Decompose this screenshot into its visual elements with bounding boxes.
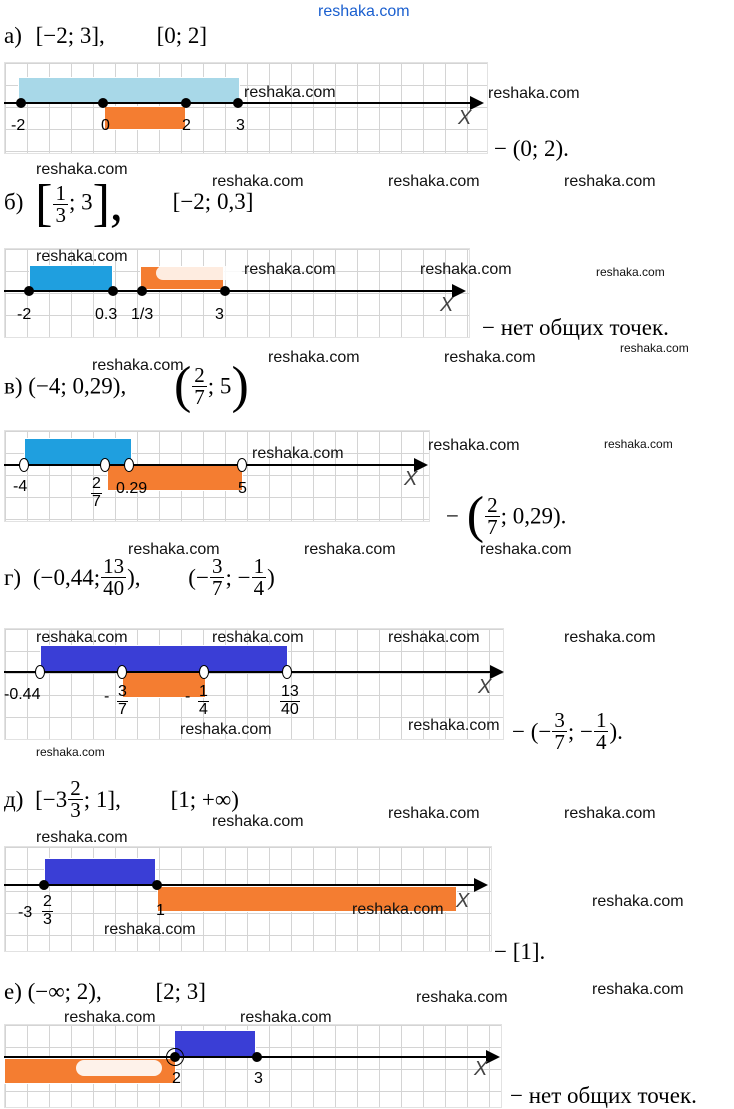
point-a-2 — [181, 98, 191, 108]
tick-a-3: 3 — [236, 117, 245, 134]
tick-d-minus3: -3 — [18, 904, 33, 921]
problem-b-bracket-close: ], — [92, 175, 123, 232]
tick-e-3: 3 — [254, 1070, 263, 1087]
tick-d-2-3: 2 3 — [43, 893, 52, 928]
problem-b-interval-2: [−2; 0,3] — [172, 189, 254, 215]
watermark: reshaka.com — [268, 349, 360, 366]
axis-d-arrow — [474, 878, 488, 892]
tick-a-minus2: -2 — [11, 117, 26, 134]
watermark: reshaka.com — [36, 161, 128, 178]
point-b-0.3 — [108, 286, 118, 296]
axis-e — [4, 1056, 488, 1058]
point-g-minus0.44 — [35, 665, 45, 679]
answer-v: − ( $\frac{2}{7}$ ; 0,29). — [446, 487, 567, 544]
watermark: reshaka.com — [564, 173, 656, 190]
tick-b-minus2: -2 — [17, 306, 32, 323]
watermark: reshaka.com — [180, 721, 272, 738]
problem-d: д) [−3 $\frac{2}{3}$ ; 1], [1; +∞) — [4, 776, 239, 822]
tick-g-3-7: 3 7 — [118, 683, 127, 718]
watermark: reshaka.com — [416, 989, 508, 1006]
problem-e-interval-2: [2; 3] — [155, 979, 206, 1004]
watermark: reshaka.com — [240, 1009, 332, 1026]
problem-v-label: в) — [4, 373, 23, 399]
problem-a-interval-1: [−2; 3], — [35, 23, 105, 48]
axis-d — [4, 884, 476, 886]
watermark: reshaka.com — [388, 173, 480, 190]
answer-e: − нет общих точек. — [510, 1083, 697, 1108]
problem-a-interval-2: [0; 2] — [156, 23, 208, 48]
problem-d-interval-2: [1; +∞) — [170, 787, 239, 812]
segment-g-purple — [40, 645, 288, 672]
smudge-e — [76, 1060, 162, 1076]
watermark: reshaka.com — [212, 629, 304, 646]
axis-d-letter: X — [456, 890, 470, 912]
point-g-minus3-7 — [117, 665, 127, 679]
problem-b-fraction: $\frac{1}{3}$ — [55, 180, 66, 227]
watermark: reshaka.com — [592, 981, 684, 998]
segment-a-orange — [104, 106, 186, 130]
problem-e-label: е) — [4, 979, 22, 1004]
watermark: reshaka.com — [252, 445, 344, 462]
axis-b-arrow — [452, 284, 466, 298]
problem-e-interval-1: (−∞; 2), — [27, 979, 102, 1004]
point-v-2-7 — [100, 458, 110, 472]
watermark: reshaka.com — [564, 805, 656, 822]
problem-v-fraction: $\frac{2}{7}$ — [194, 362, 205, 409]
axis-g-arrow — [490, 665, 504, 679]
watermark: reshaka.com — [564, 629, 656, 646]
watermark: reshaka.com — [592, 893, 684, 910]
problem-v-paren-close: ) — [231, 357, 249, 414]
point-a-0 — [98, 98, 108, 108]
point-d-minus3-2-3 — [39, 880, 49, 890]
segment-e-purple — [174, 1030, 256, 1058]
tick-g-1-4: 1 4 — [199, 683, 208, 718]
point-v-5 — [237, 458, 247, 472]
problem-b-label: б) — [4, 189, 24, 215]
tick-b-0.3: 0.3 — [95, 306, 118, 323]
tick-a-0: 0 — [101, 117, 110, 134]
problem-e — [4, 980, 206, 1003]
watermark: reshaka.com — [620, 341, 689, 355]
problem-v-interval-1: (−4; 0,29), — [28, 373, 127, 399]
problem-a — [4, 24, 207, 47]
smudge-b — [156, 266, 242, 280]
answer-g: − (− $\frac{3}{7}$ ; − $\frac{1}{4}$ ). — [512, 708, 623, 754]
segment-b-blue — [29, 265, 113, 291]
axis-g-letter: X — [478, 676, 492, 698]
tick-b-3: 3 — [215, 306, 224, 323]
problem-g-fraction-1: $\frac{13}{40}$ — [103, 554, 125, 600]
problem-d-fraction: $\frac{2}{3}$ — [70, 776, 81, 822]
watermark: reshaka.com — [92, 357, 184, 374]
watermark: reshaka.com — [420, 261, 512, 278]
point-v-minus4 — [19, 458, 29, 472]
watermark: reshaka.com — [408, 717, 500, 734]
watermark: reshaka.com — [64, 1009, 156, 1026]
watermark: reshaka.com — [36, 248, 128, 265]
watermark-top: reshaka.com — [318, 3, 410, 20]
answer-a: − (0; 2). — [494, 136, 569, 161]
axis-e-arrow — [486, 1050, 500, 1064]
watermark: reshaka.com — [304, 541, 396, 558]
tick-g-minus0.44: -0.44 — [4, 686, 41, 703]
watermark: reshaka.com — [244, 261, 336, 278]
number-line-a — [4, 62, 488, 154]
tick-v-2-7: 2 7 — [92, 475, 101, 510]
problem-v-paren-open: ( — [173, 357, 192, 414]
point-d-1 — [152, 880, 162, 890]
watermark: reshaka.com — [352, 901, 444, 918]
answer-v-fraction: $\frac{2}{7}$ — [487, 492, 498, 539]
tick-v-minus4: -4 — [13, 478, 28, 495]
watermark: reshaka.com — [488, 85, 580, 102]
problem-g-interval-2-pre: (− — [188, 565, 209, 590]
problem-v-interval-2-rest: ; 5 — [207, 373, 232, 399]
answer-b: − нет общих точек. — [482, 315, 669, 340]
tick-v-5: 5 — [238, 480, 247, 497]
problem-d-label: д) — [4, 787, 24, 812]
tick-d-1: 1 — [156, 902, 165, 919]
problem-b-interval-1-rest: ; 3 — [68, 189, 93, 215]
problem-g-label: г) — [4, 565, 22, 590]
point-b-3 — [220, 286, 230, 296]
watermark: reshaka.com — [128, 541, 220, 558]
watermark: reshaka.com — [596, 265, 665, 279]
axis-a-arrow — [470, 96, 484, 110]
answer-d: − [1]. — [494, 939, 546, 964]
axis-b-letter: X — [440, 294, 454, 316]
point-v-0.29 — [124, 458, 134, 472]
problem-g-fraction-2: $\frac{3}{7}$ — [211, 554, 223, 600]
axis-v — [4, 464, 416, 466]
tick-g-minus-b: - — [185, 688, 191, 705]
problem-a-label: а) — [4, 23, 22, 48]
axis-a-letter: X — [458, 107, 472, 129]
problem-d-interval-1-pre: [−3 — [35, 787, 68, 812]
watermark: reshaka.com — [104, 921, 196, 938]
tick-g-13-40: 13 40 — [281, 683, 299, 718]
watermark: reshaka.com — [428, 437, 520, 454]
point-e-3 — [252, 1052, 262, 1062]
watermark: reshaka.com — [244, 84, 336, 101]
watermark: reshaka.com — [444, 349, 536, 366]
problem-b-bracket-open: [ — [35, 175, 53, 232]
tick-v-0.29: 0.29 — [116, 480, 148, 497]
axis-e-letter: X — [474, 1058, 488, 1080]
point-b-1-3 — [137, 286, 147, 296]
watermark: reshaka.com — [480, 541, 572, 558]
tick-a-2: 2 — [182, 117, 191, 134]
answer-g-fraction-1: $\frac{3}{7}$ — [554, 708, 565, 754]
problem-g: г) (−0,44; $\frac{13}{40}$ ), (− $\frac{3}{7}$ ; − $\frac{1}{4}$ ) — [4, 554, 275, 600]
segment-a-light-blue — [18, 77, 240, 103]
answer-g-fraction-2: $\frac{1}{4}$ — [595, 708, 607, 754]
watermark: reshaka.com — [212, 173, 304, 190]
watermark: reshaka.com — [36, 629, 128, 646]
axis-v-letter: X — [404, 468, 418, 490]
watermark: reshaka.com — [36, 745, 105, 759]
segment-v-blue — [24, 438, 132, 466]
axis-g — [4, 671, 494, 673]
point-g-13-40 — [282, 665, 292, 679]
point-a-minus2 — [16, 98, 26, 108]
watermark: reshaka.com — [36, 829, 128, 846]
segment-g-orange — [122, 672, 206, 698]
tick-e-2: 2 — [172, 1070, 181, 1087]
point-b-minus2 — [24, 286, 34, 296]
problem-g-interval-1-pre: (−0,44; — [32, 565, 101, 590]
point-e-2-ring — [166, 1048, 184, 1066]
point-g-minus1-4 — [199, 665, 209, 679]
problem-g-fraction-3: $\frac{1}{4}$ — [253, 554, 265, 600]
watermark: reshaka.com — [604, 437, 673, 451]
segment-d-purple — [44, 858, 156, 885]
watermark: reshaka.com — [388, 629, 480, 646]
tick-g-minus-a: - — [104, 688, 110, 705]
tick-b-1-3: 1/3 — [131, 306, 154, 323]
point-a-3 — [233, 98, 243, 108]
watermark: reshaka.com — [388, 805, 480, 822]
watermark: reshaka.com — [212, 813, 304, 830]
